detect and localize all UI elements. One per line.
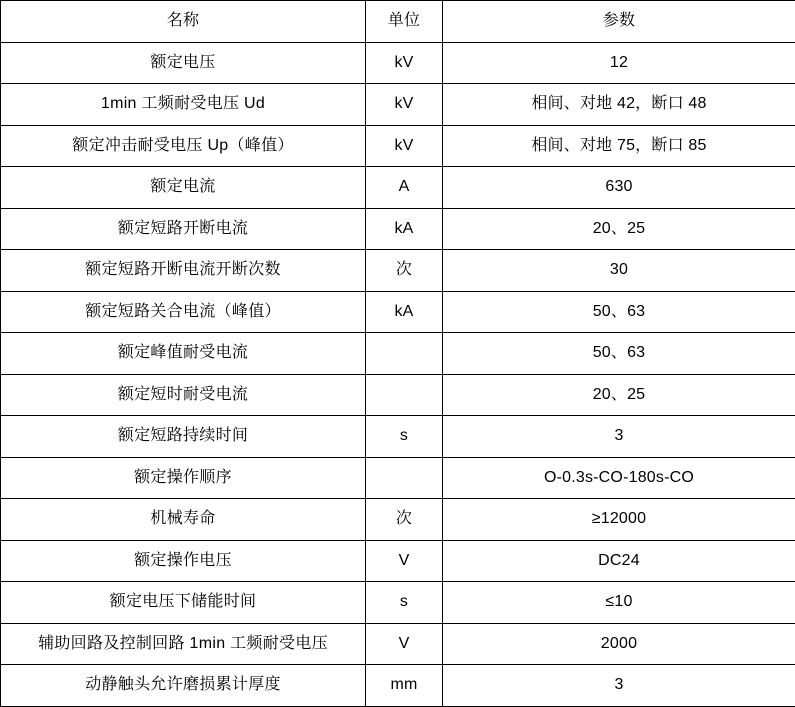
table-row [1, 457, 795, 499]
table-row [1, 291, 795, 333]
table-row [1, 416, 795, 458]
row-name: 额定短路关合电流（峰值） [1, 291, 366, 333]
row-unit: kA [366, 291, 443, 333]
row-name: 额定冲击耐受电压 Up（峰值） [1, 125, 366, 167]
row-parameter: 30 [443, 250, 795, 292]
row-unit: V [366, 540, 443, 582]
table-row [1, 333, 795, 375]
row-name: 1min 工频耐受电压 Ud [1, 84, 366, 126]
row-name: 额定电压 [1, 42, 366, 84]
row-unit: kV [366, 42, 443, 84]
table-header-row [1, 1, 795, 43]
table-row [1, 208, 795, 250]
table-row [1, 125, 795, 167]
row-unit: kV [366, 125, 443, 167]
column-header-unit: 单位 [366, 1, 443, 43]
column-header-name: 名称 [1, 1, 366, 43]
row-unit [366, 457, 443, 499]
row-name: 额定短路持续时间 [1, 416, 366, 458]
row-name: 动静触头允许磨损累计厚度 [1, 665, 366, 707]
row-parameter: 50、63 [443, 333, 795, 375]
row-unit: kA [366, 208, 443, 250]
table-row [1, 540, 795, 582]
table-row [1, 250, 795, 292]
row-parameter: 20、25 [443, 374, 795, 416]
row-unit: 次 [366, 499, 443, 541]
row-unit: V [366, 623, 443, 665]
row-unit: mm [366, 665, 443, 707]
table-row [1, 582, 795, 624]
row-parameter: 相间、对地 75，断口 85 [443, 125, 795, 167]
row-unit: kV [366, 84, 443, 126]
row-name: 额定电流 [1, 167, 366, 209]
row-parameter: ≤10 [443, 582, 795, 624]
table-row [1, 665, 795, 707]
row-parameter: 20、25 [443, 208, 795, 250]
table-row [1, 167, 795, 209]
row-parameter: 630 [443, 167, 795, 209]
row-name: 额定短时耐受电流 [1, 374, 366, 416]
row-parameter: 3 [443, 416, 795, 458]
row-name: 额定峰值耐受电流 [1, 333, 366, 375]
row-name: 额定操作顺序 [1, 457, 366, 499]
table-row [1, 374, 795, 416]
row-parameter: 12 [443, 42, 795, 84]
row-unit: 次 [366, 250, 443, 292]
row-name: 额定操作电压 [1, 540, 366, 582]
row-parameter: ≥12000 [443, 499, 795, 541]
table-row [1, 623, 795, 665]
row-parameter: 2000 [443, 623, 795, 665]
column-header-parameter: 参数 [443, 1, 795, 43]
row-parameter: 相间、对地 42，断口 48 [443, 84, 795, 126]
row-name: 额定短路开断电流 [1, 208, 366, 250]
row-parameter: O-0.3s-CO-180s-CO [443, 457, 795, 499]
row-name: 额定电压下储能时间 [1, 582, 366, 624]
row-unit [366, 333, 443, 375]
row-name: 机械寿命 [1, 499, 366, 541]
row-parameter: DC24 [443, 540, 795, 582]
row-unit [366, 374, 443, 416]
row-unit: s [366, 582, 443, 624]
row-name: 额定短路开断电流开断次数 [1, 250, 366, 292]
table-row [1, 84, 795, 126]
row-parameter: 50、63 [443, 291, 795, 333]
table-row [1, 42, 795, 84]
table-row [1, 499, 795, 541]
row-parameter: 3 [443, 665, 795, 707]
row-unit: A [366, 167, 443, 209]
row-name: 辅助回路及控制回路 1min 工频耐受电压 [1, 623, 366, 665]
row-unit: s [366, 416, 443, 458]
